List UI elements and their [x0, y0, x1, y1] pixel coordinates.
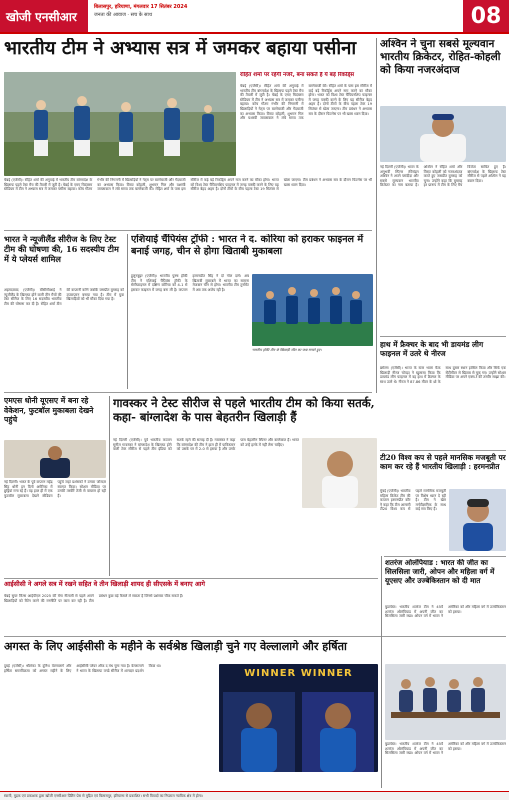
- story2-photo: [380, 106, 506, 162]
- story7-body: नई दिल्ली (एजेंसी)। पूर्व भारतीय कप्तान सुनील गावस्कर ने बांग्लादेश के खिलाफ होने वाली टेस्ट सीरीज से पहले टीम इंडिया को सतर्क रहने की सलाह दी है। गावस्कर ने कहा कि बांग्लादेश की टीम ने हाल ही में पाकिस्तान को उसके घर में 2-0 से हराया है और उनके पास बेहतरीन स्पिनर और बल्लेबाज हैं। भारत को उन्हें हल्के में नहीं लेना चाहिए।: [113, 438, 299, 452]
- story5-body: ब्रसेल्स (एजेंसी)। भारत के स्टार भाला फेंक खिलाड़ी नीरज चोपड़ा ने खुलासा किया कि डायमंड लीग फाइनल में वह हाथ में फ्रैक्चर के साथ उतरे थे। नीरज ने 87.86 मीटर के थ्रो के साथ दूसरा स्थान हासिल किया और सिर्फ एक सेंटीमीटर से खिताब से चूक गए। उन्होंने सोशल मीडिया पर अपने एक्स-रे की तस्वीर साझा की।: [380, 366, 506, 384]
- story5-headline-box: [380, 340, 506, 366]
- story3-headline: भारत ने न्यूजीलैंड सीरीज के लिए टेस्ट टीम की घोषणा की, 16 सदस्यीय टीम में ये प्लेयर्स शामिल: [4, 234, 119, 264]
- story8-headline: टी20 विश्व कप से पहले मानसिक मजबूती पर काम कर रहे हैं भारतीय खिलाड़ी : हरमनप्रीत: [380, 453, 506, 471]
- story1-body-cont: चेन्नई (एजेंसी)। रोहित शर्मा की अगुवाई में भारतीय टीम बांग्लादेश के खिलाफ पहले टेस्ट मैच की तैयारी में जुटी है। चेन्नई के एमए चिदंबरम स्टेडियम में टीम ने अभ्यास सत्र में जमकर पसीना बहाया। कोच गौतम गंभीर की निगरानी में खिलाड़ियों ने नेट्स पर बल्लेबाजी और गेंदबाजी का अभ्यास किया। विराट कोहली, शुभमन गिल और यशस्वी जायसवाल ने लंबे समय तक बल्लेबाजी की। रोहित शर्मा के पास इस सीरीज में कई बड़े रिकॉर्ड्स अपने नाम करने का मौका होगा। भारत को विश्व टेस्ट चैंपियनशिप फाइनल में जगह पक्की करने के लिए यह सीरीज बेहद अहम है। दोनों टीमों के बीच पहला टेस्ट 19 सितंबर से खेला जाएगा। टीम प्रबंधन ने अभ्यास सत्र के दौरान फिटनेस पर भी खास ध्यान दिया।: [4, 178, 372, 192]
- harmanpreet-portrait: [449, 489, 506, 551]
- story11-photo: [385, 664, 506, 740]
- masthead-meta: [88, 0, 463, 32]
- story7-photo: [302, 438, 377, 508]
- story11-headline: शतरंज ओलंपियाड : भारत की जीत का सिलसिला जारी, ओपन और महिला वर्ग में यूएसए और उज्बेकिस्तान को दी मात: [385, 559, 495, 585]
- divider: [4, 230, 372, 231]
- story4-body: हुलुनबुइर (एजेंसी)। भारतीय पुरुष हॉकी टीम ने एशियाई चैंपियंस ट्रॉफी के सेमीफाइनल में दक्षिण कोरिया को 4-1 से हराकर फाइनल में जगह बना ली है। कप्तान हरमनप्रीत सिंह ने दो गोल दागे। अब खिताबी मुकाबले में भारत का सामना मेजबान चीन से होगा। भारतीय टीम टूर्नामेंट में अब तक अजेय रही है।: [131, 274, 249, 292]
- column-rule: [127, 234, 128, 389]
- story4-headline: एशियाई चैंपियंस ट्रॉफी : भारत ने द. कोरिया को हराकर फाइनल में बनाई जगह, चीन से होगा खिताबी मुकाबला: [131, 234, 364, 257]
- story1-body: चेन्नई (एजेंसी)। रोहित शर्मा की अगुवाई में भारतीय टीम बांग्लादेश के खिलाफ पहले टेस्ट मैच की तैयारी में जुटी है। चेन्नई के एमए चिदंबरम स्टेडियम में टीम ने अभ्यास सत्र में जमकर पसीना बहाया। कोच गौतम गंभीर की निगरानी में खिलाड़ियों ने नेट्स पर बल्लेबाजी और गेंदबाजी का अभ्यास किया। विराट कोहली, शुभमन गिल और यशस्वी जायसवाल ने लंबे समय तक बल्लेबाजी की। रोहित शर्मा के पास इस सीरीज में कई बड़े रिकॉर्ड्स अपने नाम करने का मौका होगा। भारत को विश्व टेस्ट चैंपियनशिप फाइनल में जगह पक्की करने के लिए यह सीरीज बेहद अहम है। दोनों टीमों के बीच पहला टेस्ट 19 सितंबर से खेला जाएगा। टीम प्रबंधन ने अभ्यास सत्र के दौरान फिटनेस पर भी खास ध्यान दिया।: [240, 84, 372, 121]
- story3-headline-box: [4, 234, 124, 286]
- story10-photo: [219, 664, 378, 772]
- story8-body: मुंबई (एजेंसी)। भारतीय महिला क्रिकेट टीम की कप्तान हरमनप्रीत कौर ने कहा कि टीम आगामी टी20 विश्व कप से पहले मानसिक मजबूती पर विशेष ध्यान दे रही है। टीम ने खेल मनोवैज्ञानिक के साथ कई सत्र किए हैं।: [380, 489, 446, 512]
- story8-headline-box: [380, 453, 506, 487]
- story4-caption: भारतीय हॉकी टीम के खिलाड़ी जीत का जश्न मनाते हुए।: [252, 348, 322, 352]
- gavaskar-portrait: [302, 438, 377, 508]
- story11-body: बुडापेस्ट। भारतीय शतरंज टीम ने 45वें शतरंज ओलंपियाड में अपनी जीत का सिलसिला जारी रखा। ओपन वर्ग में भारत ने अमेरिका को और महिला वर्ग में उज्बेकिस्तान को हराया।: [385, 605, 506, 619]
- masthead: [0, 0, 509, 34]
- page-number: 08: [463, 0, 509, 32]
- story1-subhead: रोहित शर्मा पर रहेगी नजरें, बना सकते हैं ये बड़े रिकॉर्ड्स: [240, 72, 355, 78]
- cricket-practice-photo: [4, 72, 236, 176]
- winner-banner-text: WINNER WINNER: [244, 668, 353, 679]
- story2-headline: अश्विन ने चुना सबसे मूल्यवान भारतीय क्रिकेटर, रोहित-कोहली को किया नजरअंदाज: [380, 38, 501, 76]
- divider: [4, 392, 372, 393]
- story7-headline: गावस्कर ने टेस्ट सीरीज से पहले भारतीय टीम को किया सतर्क, कहा- बांग्लादेश के पास बेहतरीन खिलाड़ी हैं: [113, 396, 375, 424]
- story9-headline: आईसीसी ने अगले सत्र में रखने सहित वे तीन खिलाड़ी शायद ही सीएसके में बनाए आगे: [4, 580, 205, 588]
- newspaper-logo: खोजी एनसीआर: [0, 0, 88, 32]
- divider: [380, 336, 506, 337]
- story8-photo: [449, 489, 506, 551]
- divider: [4, 578, 378, 579]
- column-rule: [381, 556, 382, 788]
- chess-team-photo: [385, 664, 506, 740]
- potm-winners-photo: [219, 664, 378, 772]
- story1-headline-box: [4, 38, 372, 68]
- story5-headline: हाथ में फ्रैक्चर के बाद भी डायमंड लीग फाइनल में उतरे थे नीरज: [380, 340, 484, 358]
- story3-body: अहमदाबाद (एजेंसी)। बीसीसीआई ने न्यूजीलैंड के खिलाफ होने वाली तीन मैचों की टेस्ट सीरीज के लिए 16 सदस्यीय भारतीय टीम की घोषणा कर दी है। रोहित शर्मा टीम की कप्तानी करेंगे जबकि जसप्रीत बुमराह को उपकप्तान बनाया गया है। टीम में युवा खिलाड़ियों को भी मौका दिया गया है।: [4, 288, 124, 306]
- story9-headline-box: [4, 580, 378, 592]
- story6-photo: [4, 440, 106, 478]
- divider: [380, 450, 506, 451]
- ashwin-portrait: [380, 106, 506, 162]
- footer-imprint: स्वामी, मुद्रक एवं प्रकाशक द्वारा खोजी एनसीआर प्रिंटिंग प्रेस से मुद्रित एवं बिलासपुर, हरियाणा से प्रकाशित। सभी विवादों का निपटारा न्यायिक क्षेत्र में होगा।: [0, 791, 509, 800]
- dhoni-photo: [4, 440, 106, 478]
- tagline: जनता की आवाज · सच के साथ: [94, 12, 153, 18]
- story11-body-cont: बुडापेस्ट। भारतीय शतरंज टीम ने 45वें शतरंज ओलंपियाड में अपनी जीत का सिलसिला जारी रखा। ओपन वर्ग में भारत ने अमेरिका को और महिला वर्ग में उज्बेकिस्तान को हराया।: [385, 742, 506, 756]
- hockey-team-photo: [252, 274, 373, 346]
- story10-headline: अगस्त के लिए आईसीसी के महीने के सर्वश्रेष्ठ खिलाड़ी चुने गए वेल्लालागे और हर्षिता: [4, 640, 347, 653]
- story2-body: नई दिल्ली (एजेंसी)। भारत के अनुभवी स्पिनर रविचंद्रन अश्विन ने अपने पसंदीदा और सबसे मूल्यवान भारतीय क्रिकेटर का नाम बताया है। अश्विन ने रोहित शर्मा और विराट कोहली को नजरअंदाज करते हुए जसप्रीत बुमराह को चुना। उन्होंने कहा कि बुमराह हर प्रारूप में टीम के लिए मैच विजेता साबित हुए हैं। बांग्लादेश के खिलाफ टेस्ट सीरीज से पहले अश्विन ने यह बयान दिया।: [380, 165, 506, 188]
- story10-body: दुबई (एजेंसी)। श्रीलंका के दुनिथ वेल्लालागे और हर्षिता समरविक्रमा को अगस्त महीने के लिए आईसीसी प्लेयर ऑफ द मंथ चुना गया है। वेल्लालागे ने भारत के खिलाफ वनडे सीरीज में शानदार प्रदर्शन किया था।: [4, 664, 162, 673]
- divider: [384, 556, 506, 557]
- story6-body: नई दिल्ली। भारत के पूर्व कप्तान महेंद्र सिंह धोनी इन दिनों अमेरिका में छुट्टियां मना रहे हैं। वह हाल ही में एक फुटबॉल मुकाबला देखने स्टेडियम पहुंचे जहां प्रशंसकों ने उनका जोरदार स्वागत किया। सोशल मीडिया पर उनकी तस्वीरें तेजी से वायरल हो रही हैं।: [4, 480, 106, 498]
- story6-headline-box: [4, 396, 106, 438]
- story10-headline-box: [4, 640, 378, 662]
- story11-headline-box: [385, 559, 506, 603]
- story9-body: चेन्नई सुपर किंग्स आईपीएल 2025 की मेगा नीलामी से पहले अपने खिलाड़ियों को रिटेन करने की रणनीति पर काम कर रही है। टीम प्रबंधन कुछ बड़े फैसले ले सकता है जिनसे प्रशंसक चौंक सकते हैं।: [4, 594, 184, 603]
- story1-photo: [4, 72, 236, 176]
- story1-headline: भारतीय टीम ने अभ्यास सत्र में जमकर बहाया पसीना: [4, 38, 357, 59]
- story4-headline-box: [131, 234, 373, 272]
- story7-headline-box: [113, 396, 377, 434]
- column-rule: [376, 38, 377, 393]
- story2-headline-box: [380, 38, 506, 104]
- story1-subhead-box: [240, 72, 372, 82]
- story6-headline: एमएस धोनी यूएसए में बना रहे वेकेशन, फुटबॉल मुकाबला देखने पहुंचे: [4, 396, 94, 424]
- column-rule: [109, 396, 110, 576]
- story4-photo: [252, 274, 373, 346]
- dateline: बिलासपुर, हरियाणा, मंगलवार 17 सितंबर 2024: [94, 4, 188, 10]
